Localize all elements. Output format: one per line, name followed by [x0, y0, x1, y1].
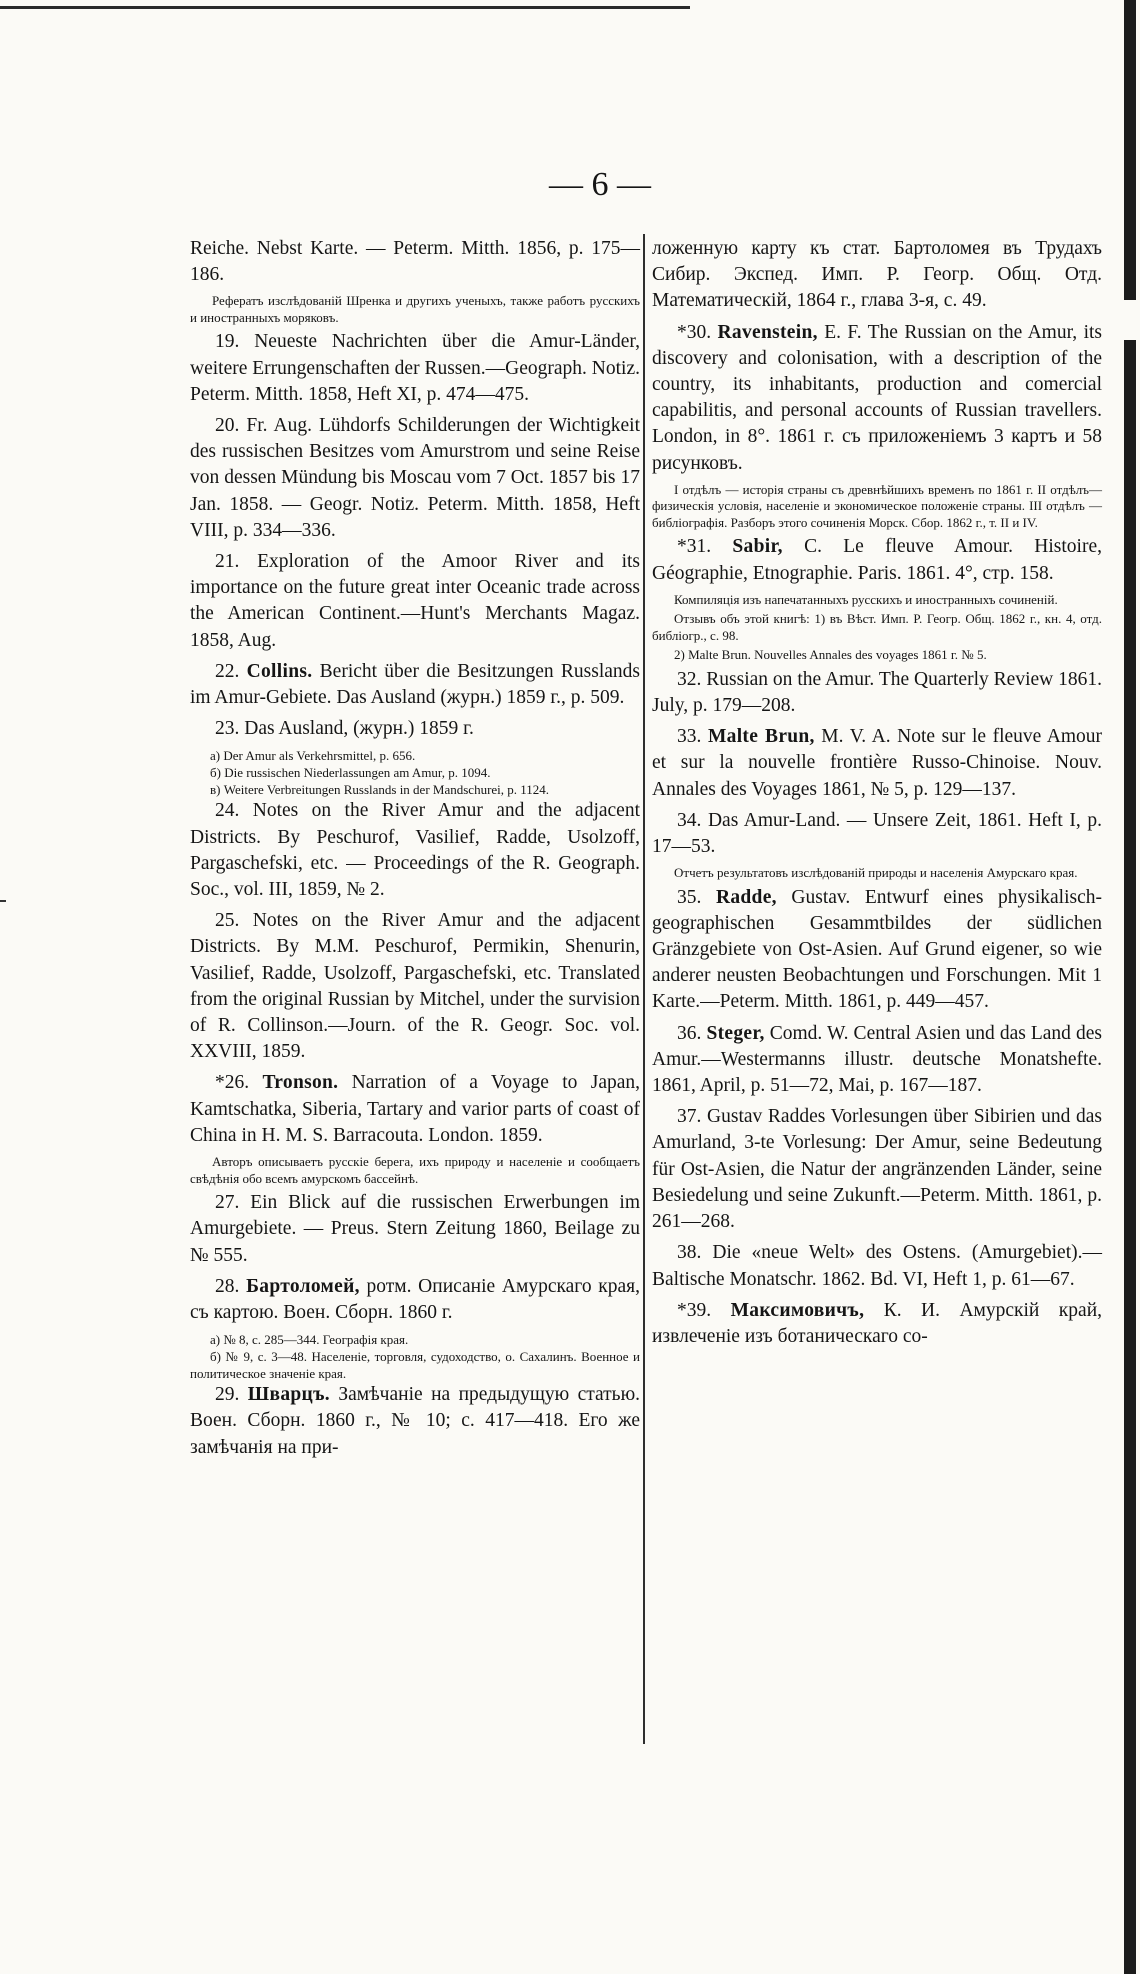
annotation-note: Отчетъ результатовъ изслѣдованій природы и населенія Амурскаго края.	[674, 865, 1078, 881]
entry-author: Steger,	[706, 1022, 765, 1044]
entry-number: *31.	[677, 536, 733, 558]
annotation-note: Отзывъ объ этой книгѣ: 1) въ Вѣст. Имп. Р. Геогр. Общ. 1862 г., кн. 4, отд. библіогр., с. 98.	[652, 611, 1102, 643]
bibliography-entry	[652, 534, 1102, 586]
entry-author: Ravenstein,	[717, 321, 818, 343]
bibliography-entry: 37. Gustav Raddes Vorlesungen über Sibirien und das Amurland, 3-te Vorlesung: Der Amur, seine Bedeutung für Ost-Asien, die Natur der angränzenden Länder, seine Besiedelung und seine Zukunft.—Peterm. Mitth. 1861, p. 261—268.	[652, 1106, 1102, 1233]
entry-author: Radde,	[715, 886, 777, 908]
entry-text: M. V. A. Note sur le fleuve Amour et sur la nouvelle frontière Russo-Chinoise. Nouv. Annales des Voyages 1861, № 5, p. 129—137.	[652, 726, 1103, 800]
entry-number: 36.	[677, 1022, 707, 1044]
entry-number: 22.	[215, 660, 247, 682]
entry-author: Максимовичъ,	[730, 1299, 865, 1321]
bibliography-entry: 19. Neueste Nachrichten über die Amur-Länder, weitere Errungenschaften der Russen.—Geograph. Notiz. Peterm. Mitth. 1858, Heft XI, p. 474—475.	[190, 331, 640, 405]
bibliography-entry: 24. Notes on the River Amur and the adjacent Districts. By Peschurof, Vasilief, Radde, Usolzoff, Pargaschefski, etc. — Proceedings of the R. Geograph. Soc., vol. III, 1859, № 2.	[190, 800, 640, 901]
right-column	[652, 236, 1102, 1355]
bibliography-entry: Reiche. Nebst Karte. — Peterm. Mitth. 1856, p. 175—186.	[190, 238, 640, 286]
sub-list-item: б) № 9, с. 3—48. Населеніе, торговля, судоходство, о. Сахалинъ. Военное и политическое значеніе края.	[190, 1349, 640, 1382]
entry-text: C. Le fleuve Amour. Histoire, Géographie, Etnographie. Paris. 1861. 4°, стр. 158.	[652, 536, 1103, 584]
entry-text: Comd. W. Central Asien und das Land des Amur.—Westermanns illustr. deutsche Monatshefte. 1861, April, p. 51—72, Mai, p. 167—187.	[652, 1022, 1102, 1097]
entry-text: Bericht über die Besitzungen Russlands im Amur-Gebiete. Das Ausland (журн.) 1859 г., p. 509.	[190, 660, 641, 709]
annotation-note: 2) Malte Brun. Nouvelles Annales des voyages 1861 г. № 5.	[674, 647, 987, 663]
entry-text: E. F. The Russian on the Amur, its discovery and colonisation, with a description of the country, its inhabitants, production and comercial capabilitis, and personal accounts of Russian travellers. London, in 8°. 1861 г. съ приложеніемъ 3 картъ и 58 рисунковъ.	[652, 321, 1103, 474]
entry-text: Narration of a Voyage to Japan, Kamtschatka, Siberia, Tartary and varior parts of coast of China in H. M. S. Barracouta. London. 1859.	[190, 1072, 640, 1146]
sub-list-item: в) Weitere Verbreitungen Russlands in der Mandschurei, p. 1124.	[210, 782, 550, 798]
top-scan-rule	[0, 6, 690, 9]
entry-number: 28.	[215, 1275, 247, 1297]
bibliography-entry	[652, 1298, 1102, 1350]
bibliography-entry: 20. Fr. Aug. Lühdorfs Schilderungen der Wichtigkeit des russischen Besitzes vom Amurstrom und seine Reise von dessen Mündung bis Moscau vom 7 Oct. 1857 bis 17 Jan. 1858. — Geogr. Notiz. Peterm. Mitth. 1858, Heft VIII, p. 334—336.	[190, 415, 640, 541]
sub-list	[190, 747, 640, 798]
bibliography-entry	[190, 1274, 640, 1326]
bibliography-entry: 25. Notes on the River Amur and the adjacent Districts. By M.M. Peschurof, Permikin, Shenurin, Vasilief, Radde, Usolzoff, Pargaschefski, etc. Translated from the original Russian by Mitchel, under the survision of R. Collinson.—Journ. of the R. Geogr. Soc. vol. XXVIII, 1859.	[190, 910, 640, 1063]
entry-author: Sabir,	[732, 536, 783, 558]
bibliography-entry	[652, 320, 1102, 477]
bibliography-entry	[652, 885, 1102, 1016]
annotation-note: I отдѣлъ — исторія страны съ древнѣйшихъ временъ по 1861 г. II отдѣлъ—физическія условія, населеніе и экономическое положеніе страны. III отдѣлъ — библіографія. Разборъ этого сочиненія Морск. Сбор. 1862 г., т. II и IV.	[652, 481, 1102, 530]
entry-number: 29.	[215, 1384, 248, 1406]
column-divider	[643, 234, 645, 1744]
bibliography-entry: 38. Die «neue Welt» des Ostens. (Amurgebiet).—Baltische Monatschr. 1862. Bd. VI, Heft 1, p. 61—67.	[652, 1242, 1102, 1290]
right-scan-edge-gap	[1124, 300, 1136, 340]
entry-author: Бартоломей,	[246, 1275, 360, 1297]
annotation-note: Компиляція изъ напечатанныхъ русскихъ и иностранныхъ сочиненій.	[674, 591, 1058, 607]
page-number: — 6 —	[549, 166, 651, 203]
entry-number: 33.	[677, 726, 708, 748]
bibliography-entry	[190, 1070, 640, 1149]
sub-list-item: а) № 8, с. 285—344. Географія края.	[210, 1332, 409, 1348]
bibliography-entry: 21. Exploration of the Amoor River and its importance on the future great inter Oceanic trade across the American Continent.—Hunt's Merchants Magaz. 1858, Aug.	[190, 551, 640, 651]
bibliography-entry	[652, 1021, 1102, 1100]
entry-author: Tronson.	[262, 1072, 339, 1094]
entry-number: *30.	[677, 321, 718, 343]
entry-number: *39.	[677, 1299, 731, 1321]
entry-text: Замѣчаніе на предыдущую статью. Воен. Сборн. 1860 г., № 10; с. 417—418. Его же замѣчанія на при-	[190, 1384, 641, 1458]
sub-list-item: а) Der Amur als Verkehrsmittel, p. 656.	[210, 748, 416, 764]
bibliography-entry: 27. Ein Blick auf die russischen Erwerbungen im Amurgebiete. — Preus. Stern Zeitung 1860, Beilage zu № 555.	[190, 1192, 640, 1266]
entry-author: Collins.	[246, 660, 313, 682]
bibliography-entry	[652, 724, 1102, 803]
entry-number: *26.	[215, 1072, 263, 1094]
left-margin-mark	[0, 900, 6, 902]
bibliography-entry: ложенную карту къ стат. Бартоломея въ Трудахъ Сибир. Экспед. Имп. Р. Геогр. Общ. Отд. Математическій, 1864 г., глава 3-я, с. 49.	[652, 238, 1102, 312]
bibliography-entry	[190, 659, 640, 711]
entry-text: Gustav. Entwurf eines physikalisch-geographischen Gesammtbildes der südlichen Gränzgebiete von Ost-Asien. Auf Grund eigener, so wie anderer neusten Beobachtungen und Forschungen. Mit 1 Karte.—Peterm. Mitth. 1861, p. 449—457.	[652, 886, 1102, 1013]
entry-text: ротм. Описаніе Амурскаго края, съ картою. Воен. Сборн. 1860 г.	[190, 1275, 640, 1323]
entry-author: Шварцъ.	[247, 1384, 330, 1406]
left-column	[190, 236, 640, 1466]
sub-list-item: б) Die russischen Niederlassungen am Amur, p. 1094.	[210, 765, 491, 781]
bibliography-entry: 34. Das Amur-Land. — Unsere Zeit, 1861. Heft I, p. 17—53.	[652, 809, 1102, 857]
bibliography-entry: 32. Russian on the Amur. The Quarterly Review 1861. July, p. 179—208.	[652, 668, 1102, 716]
entry-text: К. И. Амурскій край, извлеченіе изъ ботаническаго со-	[652, 1299, 1103, 1347]
bibliography-entry: 23. Das Ausland, (журн.) 1859 г.	[215, 718, 474, 740]
right-scan-edge	[1124, 0, 1136, 1974]
annotation-note: Рефератъ изслѣдованій Шренка и другихъ ученыхъ, также работъ русскихъ и иностранныхъ моряковъ.	[190, 293, 640, 325]
entry-number: 35.	[677, 886, 716, 908]
sub-list	[190, 1331, 640, 1382]
annotation-note: Авторъ описываетъ русскіе берега, ихъ природу и населеніе и сообщаетъ свѣдѣнія обо всемъ амурскомъ бассейнѣ.	[190, 1154, 640, 1186]
entry-author: Malte Brun,	[707, 726, 815, 748]
bibliography-entry	[190, 1382, 640, 1461]
